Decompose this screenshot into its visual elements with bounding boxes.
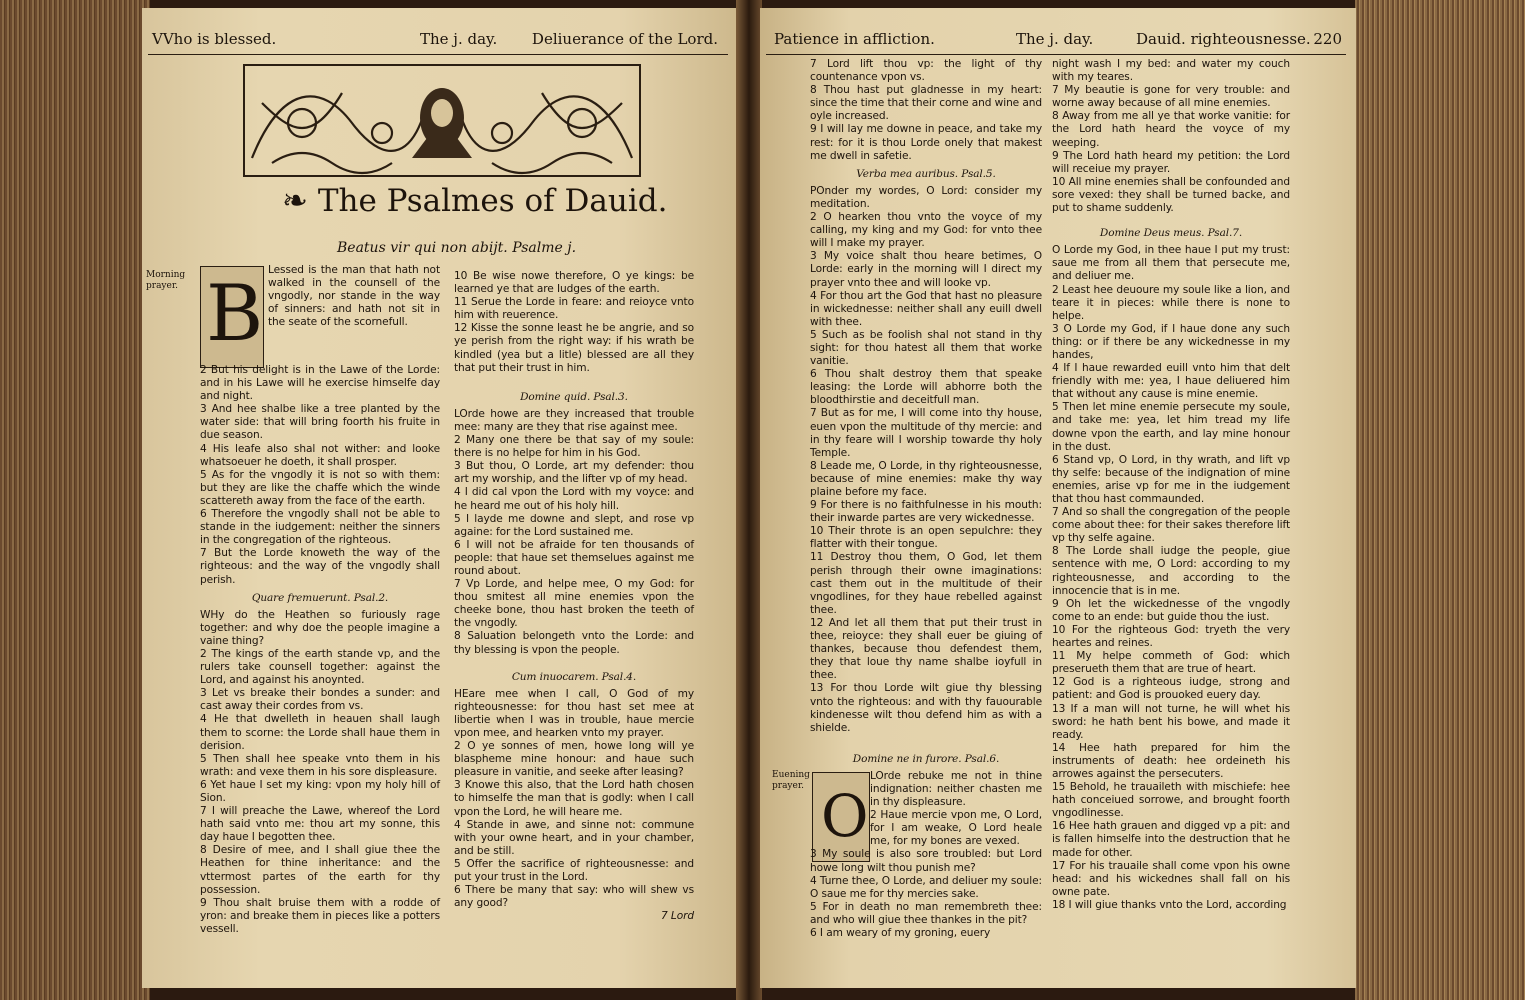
psalm-2-verse-1: WHy do the Heathen so furiously rage together: and why doe the people imagine a vaine thing? xyxy=(200,608,440,647)
psalm-5-verse-1: POnder my wordes, O Lord: consider my meditation. xyxy=(810,184,1042,210)
psalm-1-verse-3: 3 And hee shalbe like a tree planted by the water side: that will bring foorth his fruite in due season. xyxy=(200,403,440,442)
psalm-2-verse-9: 9 Thou shalt bruise them with a rodde of yron: and breake them in pieces like a potters vessell. xyxy=(200,896,440,935)
psalm-7-verse-18: 18 I will giue thanks vnto the Lord, according xyxy=(1052,898,1287,911)
psalm-3-verse-6: 6 I will not be afraide for ten thousands of people: that haue set themselues against me round about. xyxy=(454,538,694,577)
psalm-3-verse-1: LOrde howe are they increased that trouble mee: many are they that rise against mee. xyxy=(454,407,694,433)
psalm-5-verse-13: 13 For thou Lorde wilt giue thy blessing vnto the righteous: and with thy fauourable kindenesse wilt thou defend him as with a shielde. xyxy=(810,682,1042,734)
psalm-1-verse-6: 6 Therefore the vngodly shall not be able to stande in the iudgement: neither the sinners in the congregation of the righteous. xyxy=(200,508,440,547)
psalm-6-verse-10: 10 All mine enemies shall be confounded and sore vexed: they shall be turned backe, and put to shame suddenly. xyxy=(1052,175,1290,215)
psalm-4-verse-8: 8 Thou hast put gladnesse in my heart: since the time that their corne and wine and oyle increased. xyxy=(810,84,1042,123)
psalm-4-verse-5: 5 Offer the sacrifice of righteousnesse: and put your trust in the Lord. xyxy=(454,857,694,884)
psalm-3-verse-3: 3 But thou, O Lorde, art my defender: thou art my worship, and the lifter vp of my head. xyxy=(454,460,694,486)
psalm-1-verse-4: 4 His leafe also shal not wither: and looke whatsoeuer he doeth, it shall prosper. xyxy=(200,442,440,468)
psalm-7-verse-14: 14 Hee hath prepared for him the instruments of death: hee ordeineth his arrowes against the persecuters. xyxy=(1052,741,1290,780)
psalm-5-verse-7: 7 But as for me, I will come into thy house, euen vpon the multitude of thy mercie: and in thy feare will I worship towarde thy holy Temple. xyxy=(810,407,1042,459)
psalm-2-heading: Quare fremuerunt. Psal.2. xyxy=(251,591,389,604)
left-page-column-2 xyxy=(454,270,694,923)
psalm-7-verse-6: 6 Stand vp, O Lord, in thy wrath, and lift vp thy selfe: because of the indignation of mine enemies, arise vp for me in the iudgement that thou hast commaunded. xyxy=(1052,453,1290,505)
psalm-6-verse-4: 4 Turne thee, O Lorde, and deliuer my soule: O saue me for thy mercies sake. xyxy=(810,874,1042,900)
psalm-7-verse-16: 16 Hee hath grauen and digged vp a pit: and is fallen himselfe into the destruction that he made for other. xyxy=(1052,820,1290,859)
catchword: 7 Lord xyxy=(661,910,694,923)
running-head-title-right: Patience in affliction. xyxy=(774,30,935,48)
psalm-7-verse-2: 2 Least hee deuoure my soule like a lion, and teare it in pieces: while there is none to helpe. xyxy=(1052,283,1290,322)
psalm-7-verse-12: 12 God is a righteous iudge, strong and patient: and God is prouoked euery day. xyxy=(1052,676,1290,702)
psalm-5-verse-5: 5 Such as be foolish shal not stand in thy sight: for thou hatest all them that worke vanitie. xyxy=(810,328,1042,368)
psalm-2-verse-10: 10 Be wise nowe therefore, O ye kings: be learned ye that are Iudges of the earth. xyxy=(454,270,694,296)
psalm-7-verse-9: 9 Oh let the wickednesse of the vngodly come to an ende: but guide thou the iust. xyxy=(1052,597,1290,623)
psalm-6-verse-5: 5 For in death no man remembreth thee: and who will giue thee thankes in the pit? xyxy=(810,900,1042,926)
woodcut-ornament xyxy=(242,63,642,178)
psalm-5-verse-9: 9 For there is no faithfulnesse in his mouth: their inwarde partes are very wickednesse. xyxy=(810,499,1042,525)
psalm-6-verse-3: 3 My soule is also sore troubled: but Lord howe long wilt thou punish me? xyxy=(810,848,1042,874)
psalm-5-verse-4: 4 For thou art the God that hast no pleasure in wickednesse: neither shall any euill dwell with thee. xyxy=(810,289,1042,328)
psalm-7-verse-1: O Lorde my God, in thee haue I put my trust: saue me from all them that persecute me, and deliuer me. xyxy=(1052,244,1290,283)
psalm-4-verse-3: 3 Knowe this also, that the Lord hath chosen to himselfe the man that is godly: when I call vpon the Lord, he will heare me. xyxy=(454,779,694,818)
psalm-2-verse-12: 12 Kisse the sonne least he be angrie, and so ye perish from the right way: if his wrath be kindled (yea but a litle) blessed are all they that put their trust in him. xyxy=(454,322,694,374)
psalm-6-heading: Domine ne in furore. Psal.6. xyxy=(852,752,1000,765)
psalm-1-verse-1: Lessed is the man that hath not walked in the counsell of the vngodly, nor stande in the way of sinners: and hath not sit in the seate of the scornefull. xyxy=(268,264,440,329)
running-head-subject: Deliuerance of the Lord. xyxy=(531,30,718,48)
running-head-right xyxy=(766,26,1346,55)
right-page-column-2 xyxy=(1052,58,1290,912)
running-head-day-right: The j. day. xyxy=(1016,30,1094,48)
psalm-7-verse-10: 10 For the righteous God: tryeth the very heartes and reines. xyxy=(1052,623,1290,650)
left-page xyxy=(142,8,738,988)
psalm-6-verse-6: 6 I am weary of my groning, euery xyxy=(810,927,991,939)
psalm-7-verse-7: 7 And so shall the congregation of the people come about thee: for their sakes therefore lift vp thy selfe againe. xyxy=(1052,506,1290,545)
psalm-2-verse-2: 2 The kings of the earth stande vp, and the rulers take counsell together: against the Lord, and against his anoynted. xyxy=(200,647,440,687)
psalm-5-verse-2: 2 O hearken thou vnto the voyce of my calling, my king and my God: for vnto thee will I make my prayer. xyxy=(810,211,1042,250)
psalm-1-verse-5: 5 As for the vngodly it is not so with them: but they are like the chaffe which the winde scattereth away from the face of the earth. xyxy=(200,468,440,507)
running-head-day: The j. day. xyxy=(420,30,498,48)
psalm-2-verse-5: 5 Then shall hee speake vnto them in his wrath: and vexe them in his sore displeasure. xyxy=(200,752,440,778)
book-gutter xyxy=(736,0,762,1000)
psalm-4-heading: Cum inuocarem. Psal.4. xyxy=(511,670,637,683)
psalm-5-verse-10: 10 Their throte is an open sepulchre: they flatter with their tongue. xyxy=(810,525,1042,551)
psalm-7-verse-13: 13 If a man will not turne, he will whet his sword: he hath bent his bowe, and made it ready. xyxy=(1052,702,1290,741)
psalm-4-verse-9: 9 I will lay me downe in peace, and take my rest: for it is thou Lorde onely that makest me dwell in safetie. xyxy=(810,123,1042,162)
psalm-7-verse-15: 15 Behold, he trauaileth with mischiefe: hee hath conceiued sorrowe, and brought foorth vngodlinesse. xyxy=(1052,781,1290,820)
fleuron-icon: ❧ xyxy=(282,183,308,219)
margin-note-evening: Euening prayer. xyxy=(772,770,810,791)
psalm-6-verse-7: 7 My beautie is gone for very trouble: and worne away because of all mine enemies. xyxy=(1052,84,1290,110)
psalm-7-heading: Domine Deus meus. Psal.7. xyxy=(1099,227,1243,240)
running-head-left xyxy=(148,26,728,55)
psalm-7-verse-11: 11 My helpe commeth of God: which preserueth them that are true of heart. xyxy=(1052,650,1290,676)
psalm-2-verse-11: 11 Serue the Lorde in feare: and reioyce vnto him with reuerence. xyxy=(454,296,694,322)
psalm-5-verse-12: 12 And let all them that put their trust in thee, reioyce: they shall euer be giuing of thankes, because thou defendest them, they that loue thy name shalbe ioyfull in thee. xyxy=(810,616,1042,682)
page-edges-left xyxy=(0,0,150,1000)
psalm-5-verse-6: 6 Thou shalt destroy them that speake leasing: the Lorde will abhorre both the bloodthirstie and deceitfull man. xyxy=(810,368,1042,407)
psalm-7-verse-5: 5 Then let mine enemie persecute my soule, and take me: yea, let him tread my life downe vpon the earth, and lay mine honour in the dust. xyxy=(1052,401,1290,453)
book-title-text: The Psalmes of Dauid. xyxy=(317,183,668,219)
psalm-2-verse-6: 6 Yet haue I set my king: vpon my holy hill of Sion. xyxy=(200,778,440,804)
running-head-subject-right: Dauid. righteousnesse. xyxy=(1136,30,1311,48)
psalm-3-verse-8: 8 Saluation belongeth vnto the Lorde: and thy blessing is vpon the people. xyxy=(454,630,694,656)
psalm-4-verse-1: HEare mee when I call, O God of my righteousnesse: for thou hast set mee at libertie when I was in trouble, haue mercie vpon mee, and hearken vnto my prayer. xyxy=(454,687,694,739)
psalm-2-verse-3: 3 Let vs breake their bondes a sunder: and cast away their cordes from vs. xyxy=(200,687,440,713)
psalm-1-verse-7: 7 But the Lorde knoweth the way of the righteous: and the way of the vngodly shall perish. xyxy=(200,547,440,586)
folio-number: 220 xyxy=(1313,30,1342,48)
page-edges-right xyxy=(1355,0,1525,1000)
psalm-5-verse-8: 8 Leade me, O Lorde, in thy righteousnesse, because of mine enemies: make thy way plaine before my face. xyxy=(810,459,1042,498)
psalm-2-verse-7: 7 I will preache the Lawe, whereof the Lord hath said vnto me: thou art my sonne, this day haue I begotten thee. xyxy=(200,805,440,844)
psalm-6-continued: night wash I my bed: and water my couch with my teares. xyxy=(1052,58,1290,84)
psalm-2-verse-8: 8 Desire of mee, and I shall giue thee the Heathen for thine inheritance: and the vttermost partes of the earth for thy possession. xyxy=(200,844,440,896)
psalm-3-heading: Domine quid. Psal.3. xyxy=(520,390,628,403)
drop-cap-letter-o: O xyxy=(821,782,869,850)
psalm-3-verse-7: 7 Vp Lorde, and helpe mee, O my God: for thou smitest all mine enemies vpon the cheeke bone, thou hast broken the teeth of the vngodly. xyxy=(454,578,694,630)
book-title xyxy=(282,183,667,219)
psalm-3-verse-2: 2 Many one there be that say of my soule: there is no helpe for him in his God. xyxy=(454,434,694,460)
psalm-6-verse-9: 9 The Lord hath heard my petition: the Lord will receiue my prayer. xyxy=(1052,149,1290,175)
psalm-7-verse-4: 4 If I haue rewarded euill vnto him that delt friendly with me: yea, I haue deliuered him that without any cause is mine enemie. xyxy=(1052,362,1290,401)
psalm-7-verse-17: 17 For his trauaile shall come vpon his owne head: and his wickednes shall fall on his owne pate. xyxy=(1052,859,1290,898)
right-page-column-1 xyxy=(810,58,1042,940)
psalm-4-verse-4: 4 Stande in awe, and sinne not: commune with your owne heart, and in your chamber, and be still. xyxy=(454,818,694,857)
psalm-7-verse-8: 8 The Lorde shall iudge the people, giue sentence with me, O Lord: according to my righteousnesse, and according to the innocencie that is in me. xyxy=(1052,545,1290,597)
psalm-5-verse-3: 3 My voice shalt thou heare betimes, O Lorde: early in the morning will I direct my prayer vnto thee and will looke vp. xyxy=(810,250,1042,289)
psalm-6-verse-8: 8 Away from me all ye that worke vanitie: for the Lord hath heard the voyce of my weeping. xyxy=(1052,110,1290,149)
right-page xyxy=(760,8,1356,988)
psalm-4-verse-2: 2 O ye sonnes of men, howe long will ye blaspheme mine honour: and haue such pleasure in vanitie, and seeke after leasing? xyxy=(454,740,694,779)
drop-cap-letter: B xyxy=(206,269,264,359)
psalm-1-verse-2: 2 But his delight is in the Lawe of the Lorde: and in his Lawe will he exercise himselfe day and night. xyxy=(200,364,440,403)
psalm-3-verse-5: 5 I layde me downe and slept, and rose vp againe: for the Lord sustained me. xyxy=(454,512,694,538)
psalm-7-verse-3: 3 O Lorde my God, if I haue done any such thing: or if there be any wickednesse in my handes, xyxy=(1052,322,1290,361)
running-head-title: VVho is blessed. xyxy=(152,30,277,48)
margin-note-morning: Morning prayer. xyxy=(146,270,186,291)
psalm-1-heading: Beatus vir qui non abijt. Psalme j. xyxy=(337,240,577,256)
psalm-4-verse-7: 7 Lord lift thou vp: the light of thy countenance vpon vs. xyxy=(810,58,1042,84)
left-page-column-1 xyxy=(200,264,440,936)
psalm-4-verse-6: 6 There be many that say: who will shew vs any good? xyxy=(454,884,694,910)
psalm-6-verse-2: 2 Haue mercie vpon me, O Lord, for I am weake, O Lord heale me, for my bones are vexed. xyxy=(870,809,1042,848)
psalm-2-verse-4: 4 He that dwelleth in heauen shall laugh them to scorne: the Lorde shall haue them in derision. xyxy=(200,713,440,752)
psalm-5-heading: Verba mea auribus. Psal.5. xyxy=(856,167,996,180)
psalm-6-verse-1: LOrde rebuke me not in thine indignation: neither chasten me in thy displeasure. xyxy=(870,769,1042,809)
psalm-3-verse-4: 4 I did cal vpon the Lord with my voyce: and he heard me out of his holy hill. xyxy=(454,486,694,512)
psalm-5-verse-11: 11 Destroy thou them, O God, let them perish through their owne imaginations: cast them out in the multitude of their vngodlines, for they haue rebelled against thee. xyxy=(810,551,1042,616)
